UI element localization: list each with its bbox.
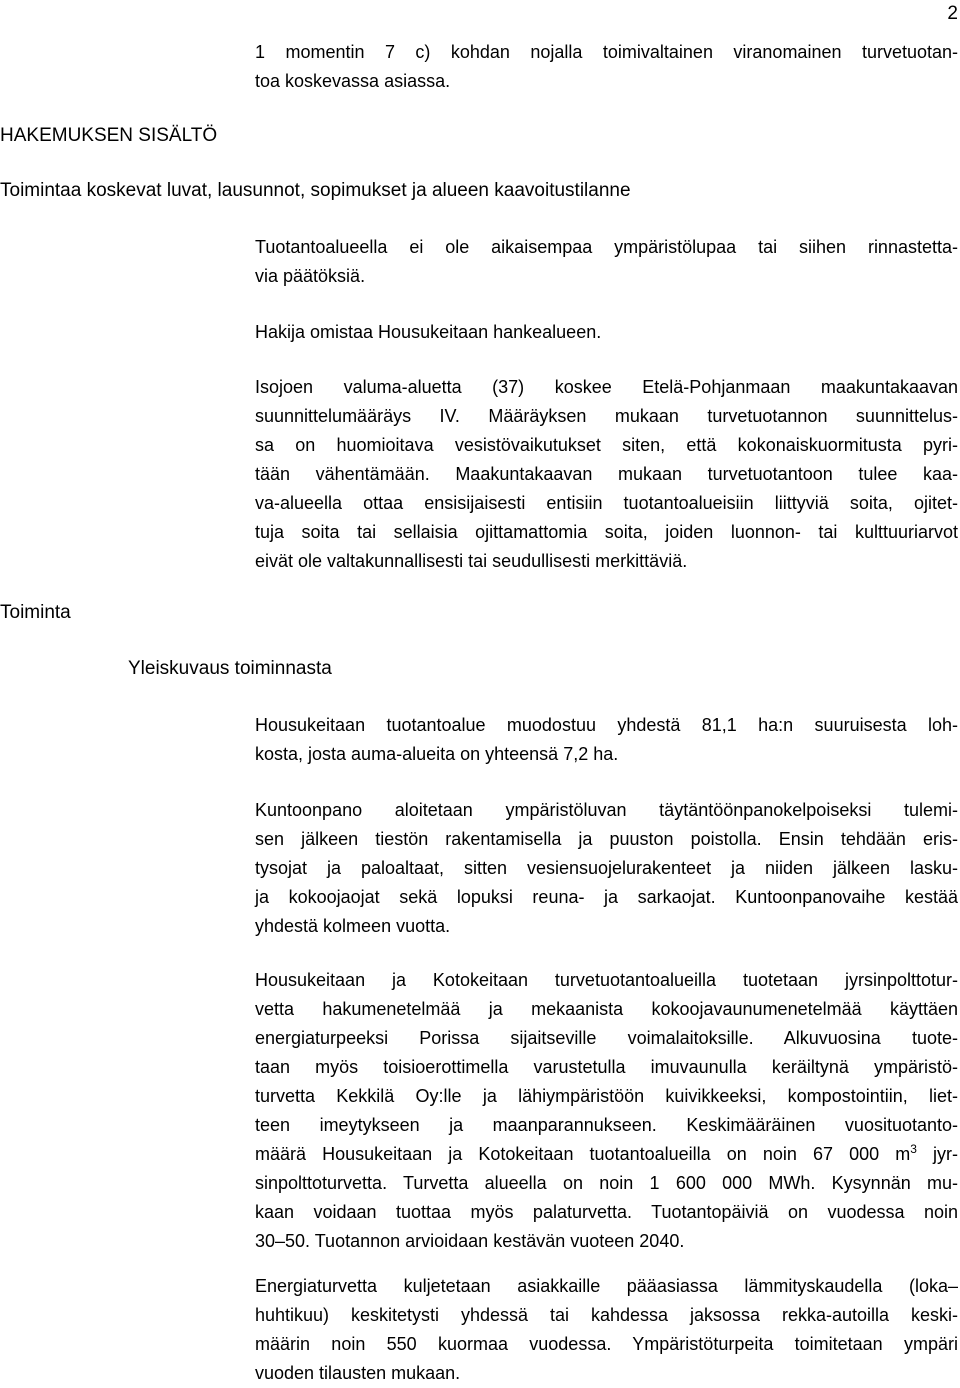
text-line: huhtikuu) keskitetysti yhdessä tai kahdessa jaksossa rekka-autoilla keski- [255,1305,958,1325]
text-segment: jyr- [916,1144,958,1164]
paragraph-kuljetus [255,1272,958,1388]
text-segment: määrä Housukeitaan ja Kotokeitaan tuotantoalueilla on noin 67 000 m [255,1144,911,1164]
text-line: Isojoen valuma-aluetta (37) koskee Etelä-Pohjanmaan maakuntakaavan [255,377,958,397]
paragraph-kaavoitus [255,373,958,576]
text-line: toa koskevassa asiassa. [255,71,451,91]
paragraph-tuotanto [255,966,958,1256]
text-line: määrin noin 550 kuormaa vuodessa. Ympäristöturpeita toimitetaan ympäri [255,1334,958,1354]
text-line: 1 momentin 7 c) kohdan nojalla toimivaltainen viranomainen turvetuotan- [255,42,958,62]
text-line: sen jälkeen tiestön rakentamisella ja puuston poistolla. Ensin tehdään eris- [255,829,958,849]
text-line: vuoden tilausten mukaan. [255,1363,461,1383]
text-line: vetta hakumenetelmää ja mekaanista kokoojavaunumenetelmää käyttäen [255,999,958,1019]
text-line: Kuntoonpano aloitetaan ympäristöluvan täytäntöönpanokelpoiseksi tulemi- [255,800,958,820]
text-line: Tuotantoalueella ei ole aikaisempaa ympäristölupaa tai siihen rinnastetta- [255,237,958,257]
paragraph-kuntoonpano [255,796,958,941]
paragraph-tuotantoalue [255,711,958,769]
text-line: 30–50. Tuotannon arvioidaan kestävän vuoteen 2040. [255,1231,685,1251]
intro-paragraph [255,38,958,96]
subsection-heading-yleiskuvaus: Yleiskuvaus toiminnasta [128,658,332,679]
text-line: Hakija omistaa Housukeitaan hankealueen. [255,322,602,342]
text-line: yhdestä kolmeen vuotta. [255,916,451,936]
text-line: Housukeitaan tuotantoalue muodostuu yhdestä 81,1 ha:n suuruisesta loh- [255,715,958,735]
text-line: via päätöksiä. [255,266,366,286]
subsection-heading-luvat: Toimintaa koskevat luvat, lausunnot, sopimukset ja alueen kaavoitustilanne [0,180,631,201]
text-line: tuja soita tai sellaisia ojittamattomia soita, joiden luonnon- tai kulttuuriarvot [255,522,958,542]
text-line: va-alueella ottaa ensisijaisesti entisiin tuotantoalueisiin liittyviä soita, ojitet- [255,493,958,513]
text-line: turvetta Kekkilä Oy:lle ja lähiympäristöön kuivikkeeksi, kompostointiin, liet- [255,1086,958,1106]
text-line: eivät ole valtakunnallisesti tai seudullisesti merkittäviä. [255,551,688,571]
text-line-with-superscript [255,1140,958,1169]
paragraph-aiempi-lupa [255,233,958,291]
text-line: taan myös toisioerottimella varustetulla imuvaunulla keräiltynä ympäristö- [255,1057,958,1077]
text-line: energiaturpeeksi Porissa sijaitseville voimalaitoksille. Alkuvuosina tuote- [255,1028,958,1048]
text-line: sa on huomioitava vesistövaikutukset siten, että kokonaiskuormitusta pyri- [255,435,958,455]
text-line: tään vähentämään. Maakuntakaavan mukaan turvetuotantoon tulee kaa- [255,464,958,484]
text-line: kaan voidaan tuottaa myös palaturvetta. Tuotantopäiviä on vuodessa noin [255,1202,958,1222]
text-line: sinpolttoturvetta. Turvetta alueella on noin 1 600 000 MWh. Kysynnän mu- [255,1173,958,1193]
text-line: tysojat ja paloaltaat, sitten vesiensuojelurakenteet ja niiden jälkeen lasku- [255,858,958,878]
text-line: teen imeytykseen ja maanparannukseen. Keskimääräinen vuosituotanto- [255,1115,958,1135]
page-number: 2 [947,3,958,24]
text-line: Energiaturvetta kuljetetaan asiakkaille pääasiassa lämmityskaudella (loka– [255,1276,958,1296]
text-line: Housukeitaan ja Kotokeitaan turvetuotantoalueilla tuotetaan jyrsinpolttotur- [255,970,958,990]
section-heading-toiminta: Toiminta [0,602,71,623]
section-heading-hakemus: HAKEMUKSEN SISÄLTÖ [0,125,218,146]
text-line: kosta, josta auma-alueita on yhteensä 7,2 ha. [255,744,619,764]
text-line: ja kokoojaojat sekä lopuksi reuna- ja sarkaojat. Kuntoonpanovaihe kestää [255,887,958,907]
paragraph-omistus [255,318,958,347]
superscript-unit: 3 [910,1142,917,1156]
text-line: suunnittelumääräys IV. Määräyksen mukaan turvetuotannon suunnittelus- [255,406,958,426]
